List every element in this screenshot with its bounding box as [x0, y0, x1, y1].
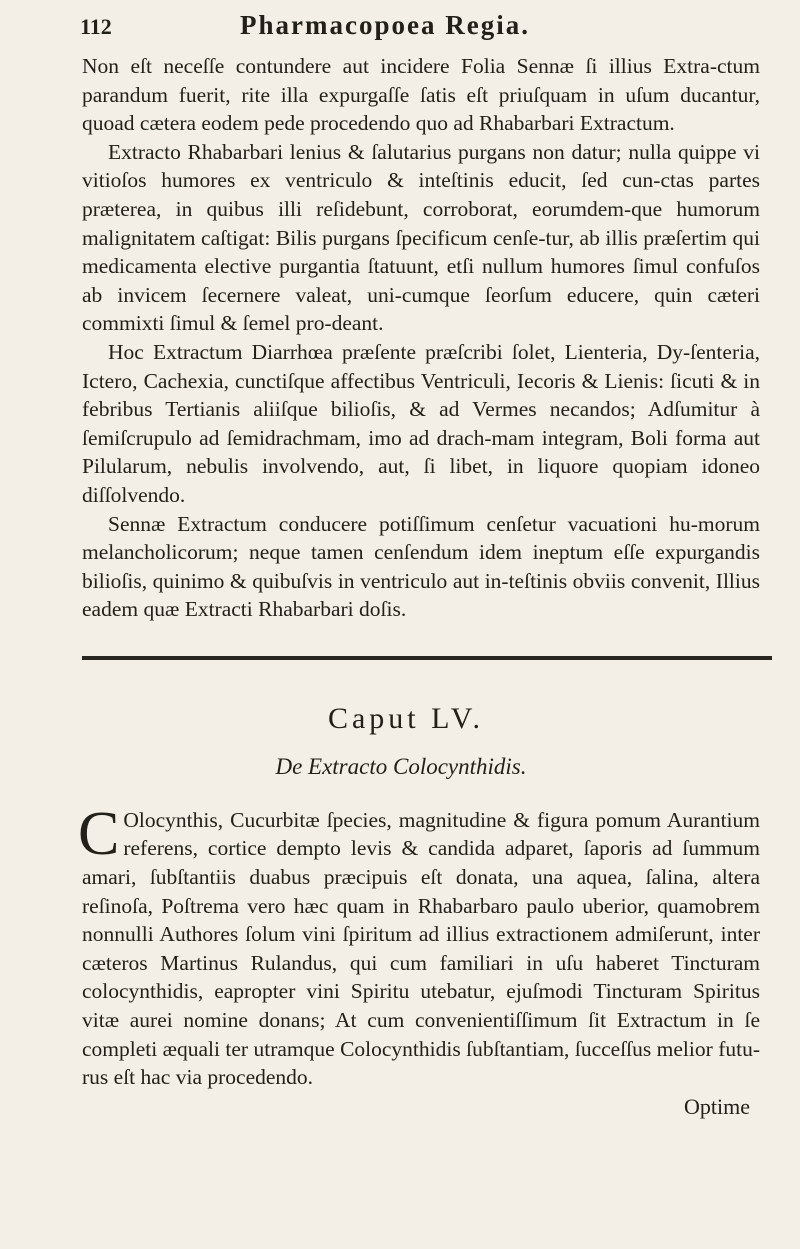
paragraph-senna-extract-use: Sennæ Extractum conducere potiſſimum cenſetur vacuationi hu-morum melancholicorum; neque tamen cenſendum idem ineptum eſſe expurgandis bilioſis, quinimo & quibuſvis in ventriculo aut in-teſtinis obviis convenit, Illius eadem quæ Extracti Rhabarbari doſis.	[82, 511, 760, 622]
paragraph-colocynth-text: Olocynthis, Cucurbitæ ſpecies, magnitudine & figura pomum Aurantium referens, cortice dempto levis & candida adparet, ſaporis ad ſummum amari, ſubſtantiis duabus præcipuis eſt donata, una aquea, ſalina, altera reſinoſa, Poſtrema vero hæc quam in Rhabarbaro paulo uberior, quamobrem nonnulli Authores ſolum vini ſpiritum ad illius extractionem admiſerunt, inter cæteros Martinus Rulandus, qui cum familiari in uſu haberet Tincturam colocynthidis, eapropter vini Spiritu utebatur, ejuſmodi Tincturam Spiritus vitæ aurei nomine donans; At cum convenientiſſimum ſit Extractum in ſe completi æquali ter utramque Colocynthidis ſubſtantiam, ſucceſſus melior futu-rus eſt hac via procedendo.	[82, 807, 760, 1090]
section-divider-rule	[82, 656, 772, 660]
paragraph-senna-preparation: Non eſt neceſſe contundere aut incidere Folia Sennæ ſi illius Extra-ctum parandum fuerit, rite illa expurgaſſe ſatis eſt priuſquam in uſum ducantur, quoad cætera eodem pede procedendo quo ad Rhabarbari Extractum.	[82, 54, 760, 136]
page-number: 112	[80, 14, 112, 39]
paragraph-colocynth	[78, 799, 760, 1092]
running-head	[82, 10, 760, 52]
paragraph-rhubarb-extract-virtues: Extracto Rhabarbari lenius & ſalutarius purgans non datur; nulla quippe vi vitioſos humores ex ventriculo & inteſtinis educit, ſed cun-ctas partes præterea, in quibus illi reſidebunt, corroborat, eorumdem-que humorum malignitatem caſtigat: Bilis purgans ſpecificum cenſe-tur, ab illis præſertim qui medicamenta elective purgantia ſtatuunt, etſi nullum humores ſimul confuſos ab invicem ſecernere valeat, uni-cumque ſeorſum educere, quin cæteri commixti ſimul & ſemel pro-deant.	[82, 139, 760, 336]
paragraph-rhubarb-extract-indications: Hoc Extractum Diarrhœa præſente præſcribi ſolet, Lienteria, Dy-ſenteria, Ictero, Cachexia, cunctiſque affectibus Ventriculi, Iecoris & Lienis: ſicuti & in febribus Tertianis aliiſque bilioſis, & ad Vermes necandos; Adſumitur à ſemiſcrupulo ad ſemidrachmam, imo ad drach-mam integram, Boli forma aut Pilularum, nebulis involvendo, aut, ſi libet, in liquore quopiam idoneo diſſolvendo.	[82, 339, 760, 507]
drop-cap-letter: C	[78, 799, 120, 868]
chapter-subtitle: De Extracto Colocynthidis.	[275, 753, 527, 779]
chapter-heading: Caput LV.	[327, 701, 485, 735]
catchword: Optime	[684, 1093, 750, 1119]
running-title: Pharmacopoea Regia.	[240, 10, 530, 40]
